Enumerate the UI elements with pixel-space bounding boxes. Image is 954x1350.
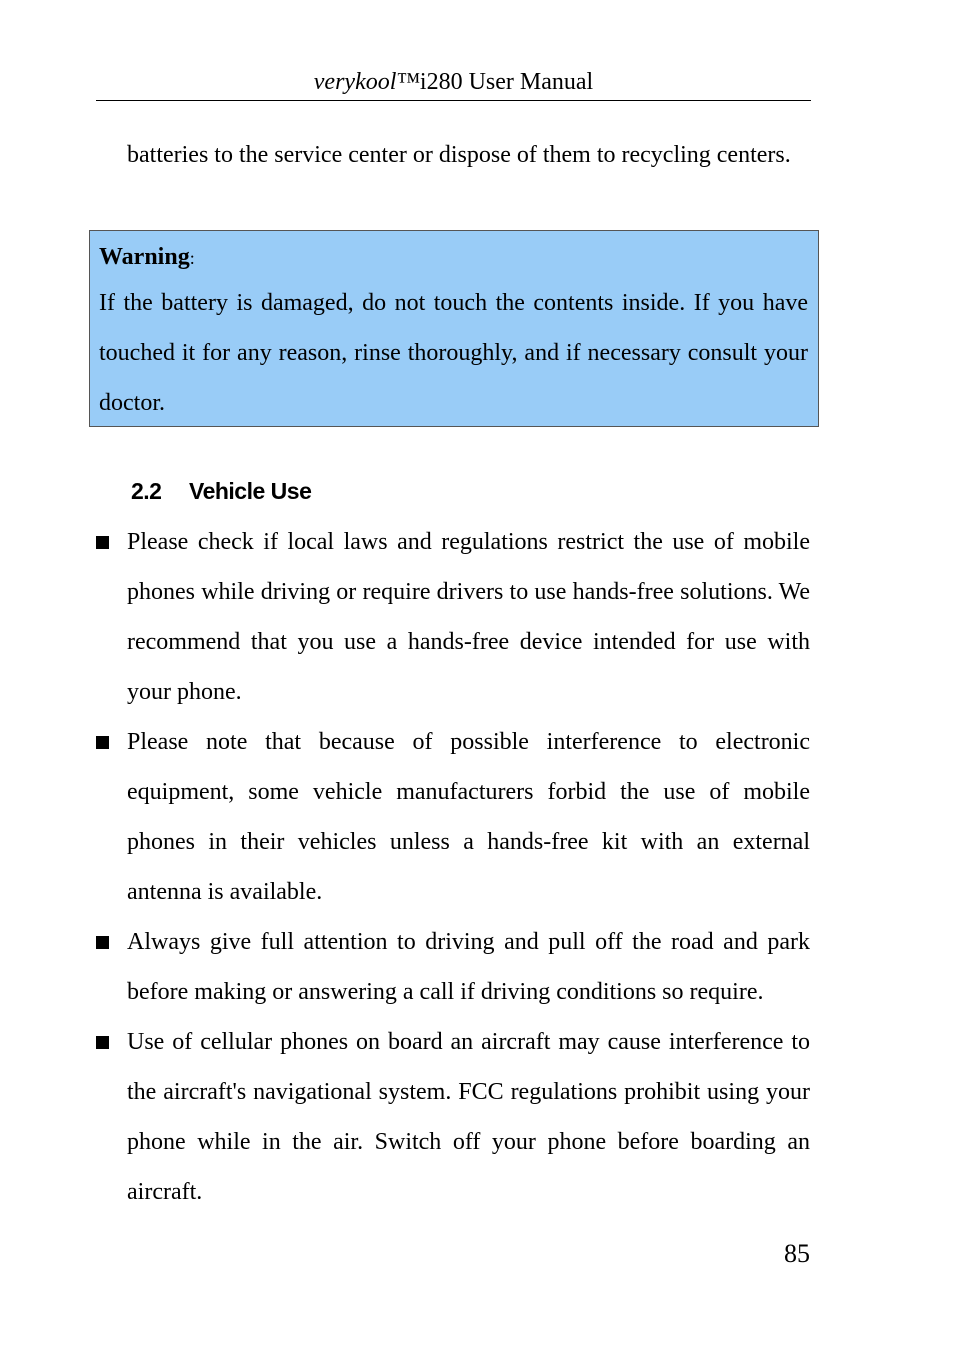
header-title: i280 User Manual (419, 69, 594, 95)
intro-paragraph: batteries to the service center or dispose of them to recycling centers. (127, 142, 791, 168)
list-item-text: Please check if local laws and regulations restrict the use of mobile phones while driving or require drivers to use hands-free solutions. We recommend that you use a hands-free device intended for use with your phone. (127, 529, 810, 705)
warning-heading (99, 237, 808, 278)
list-item-text: Always give full attention to driving and pull off the road and park before making or answering a call if driving conditions so require. (127, 929, 810, 1005)
black-square-bullet-icon (96, 936, 109, 949)
header-brand: verykool™ (313, 69, 420, 95)
list-item (96, 517, 810, 717)
list-item (96, 1017, 810, 1217)
list-item (96, 917, 810, 1017)
section-title: Vehicle Use (189, 478, 312, 504)
warning-title: Warning (99, 244, 190, 270)
warning-box (89, 230, 819, 427)
list-item (96, 717, 810, 917)
warning-colon: : (189, 248, 195, 268)
black-square-bullet-icon (96, 536, 109, 549)
list-item-text: Please note that because of possible interference to electronic equipment, some vehicle manufacturers forbid the use of mobile phones in their vehicles unless a hands-free kit with an external antenna is available. (127, 729, 810, 905)
list-item-text: Use of cellular phones on board an aircraft may cause interference to the aircraft's navigational system. FCC regulations prohibit using your phone while in the air. Switch off your phone before boarding an aircraft. (127, 1029, 810, 1205)
section-heading (131, 470, 311, 512)
black-square-bullet-icon (96, 736, 109, 749)
section-number: 2.2 (131, 478, 162, 504)
warning-body: If the battery is damaged, do not touch the contents inside. If you have touched it for any reason, rinse thoroughly, and if necessary consult your doctor. (99, 290, 808, 416)
black-square-bullet-icon (96, 1036, 109, 1049)
bullet-list (96, 517, 810, 1217)
page-header (96, 64, 811, 101)
page-number: 85 (784, 1239, 810, 1268)
